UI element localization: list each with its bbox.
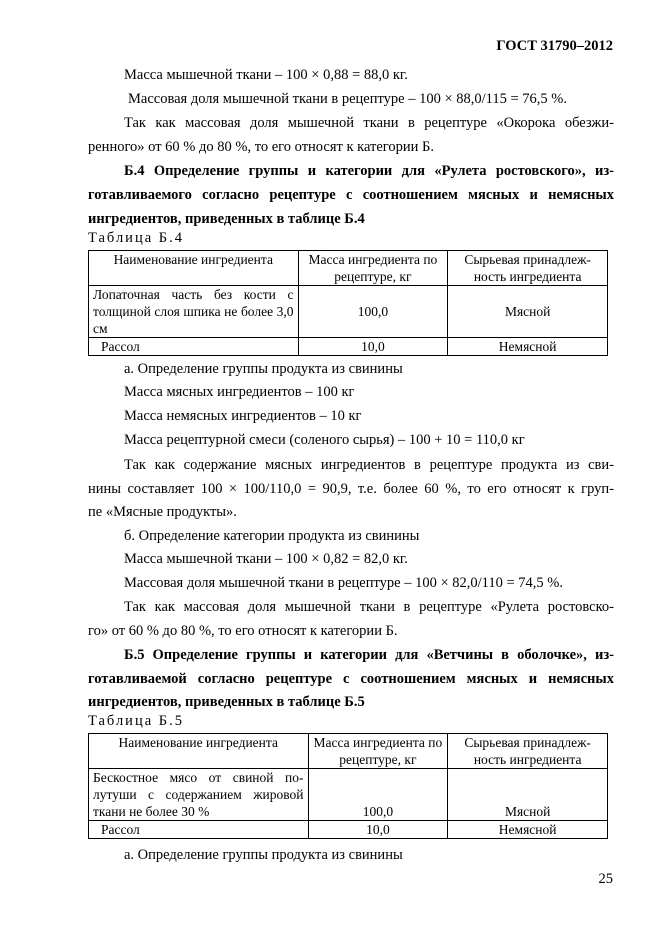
text-line: а. Определение группы продукта из свинины [124,847,403,863]
text-line: нины составляет 100 × 100/110,0 = 90,9, т.е. более 60 %, то его относят к груп- [88,481,614,497]
table-cell: Бескостное мясо от свиной по- лутуши с содержанием жировой ткани не более 30 % [89,769,309,821]
table-cell: Мясной [448,769,608,821]
text-line: Масса мясных ингредиентов – 100 кг [124,384,355,400]
table-b5 [88,733,608,839]
text-line: б. Определение категории продукта из свинины [124,528,420,544]
table-cell: 100,0 [308,769,448,821]
section-heading-b5: Б.5 Определение группы и категории для «Ветчины в оболочке», из- [124,647,614,663]
text-line: Так как массовая доля мышечной ткани в рецептуре «Рулета ростовско- [124,599,614,615]
text-line: Масса мышечной ткани – 100 × 0,82 = 82,0 кг. [124,551,408,567]
text-line: Так как содержание мясных ингредиентов в рецептуре продукта из сви- [124,457,614,473]
text-line: ренного» от 60 % до 80 %, то его относят к категории Б. [88,139,434,155]
text-line: пе «Мясные продукты». [88,504,237,520]
section-heading-b4: готавливаемого согласно рецептуре с соотношением мясных и немясных [88,187,614,203]
table-cell: 10,0 [298,338,448,356]
section-heading-b4: Б.4 Определение группы и категории для «Рулета ростовского», из- [124,163,614,179]
text-line: Так как массовая доля мышечной ткани в рецептуре «Окорока обезжи- [124,115,614,131]
text-line: Масса мышечной ткани – 100 × 0,88 = 88,0 кг. [124,67,408,83]
table-header-cell: Сырьевая принадлеж- ность ингредиента [448,251,608,286]
table-cell: Немясной [448,338,608,356]
section-heading-b4: ингредиентов, приведенных в таблице Б.4 [88,211,365,227]
text-line: го» от 60 % до 80 %, то его относят к категории Б. [88,623,398,639]
table-b4 [88,250,608,356]
text-line: Массовая доля мышечной ткани в рецептуре – 100 × 88,0/115 = 76,5 %. [128,91,568,107]
table-cell: Лопаточная часть без кости с толщиной слоя шпика не более 3,0 см [89,286,299,338]
section-heading-b5: ингредиентов, приведенных в таблице Б.5 [88,694,365,710]
table-cell: Рассол [89,338,299,356]
text-line: а. Определение группы продукта из свинины [124,361,403,377]
table-header-cell: Наименование ингредиента [89,251,299,286]
table-caption: Таблица Б.5 [88,713,184,729]
table-header-cell: Масса ингредиента по рецептуре, кг [308,734,448,769]
table-cell: 100,0 [298,286,448,338]
table-header-cell: Сырьевая принадлеж- ность ингредиента [448,734,608,769]
table-header-cell: Масса ингредиента по рецептуре, кг [298,251,448,286]
text-line: Масса немясных ингредиентов – 10 кг [124,408,362,424]
table-caption: Таблица Б.4 [88,230,184,246]
section-heading-b5: готавливаемой согласно рецептуре с соотношением мясных и немясных [88,671,614,687]
table-cell: Рассол [89,821,309,839]
text-line: Масса рецептурной смеси (соленого сырья) – 100 + 10 = 110,0 кг [124,432,525,448]
text-line: Массовая доля мышечной ткани в рецептуре – 100 × 82,0/110 = 74,5 %. [124,575,564,591]
table-cell: 10,0 [308,821,448,839]
table-cell: Мясной [448,286,608,338]
table-header-cell: Наименование ингредиента [89,734,309,769]
document-header: ГОСТ 31790–2012 [496,38,613,54]
table-cell: Немясной [448,821,608,839]
page-number: 25 [598,871,613,887]
